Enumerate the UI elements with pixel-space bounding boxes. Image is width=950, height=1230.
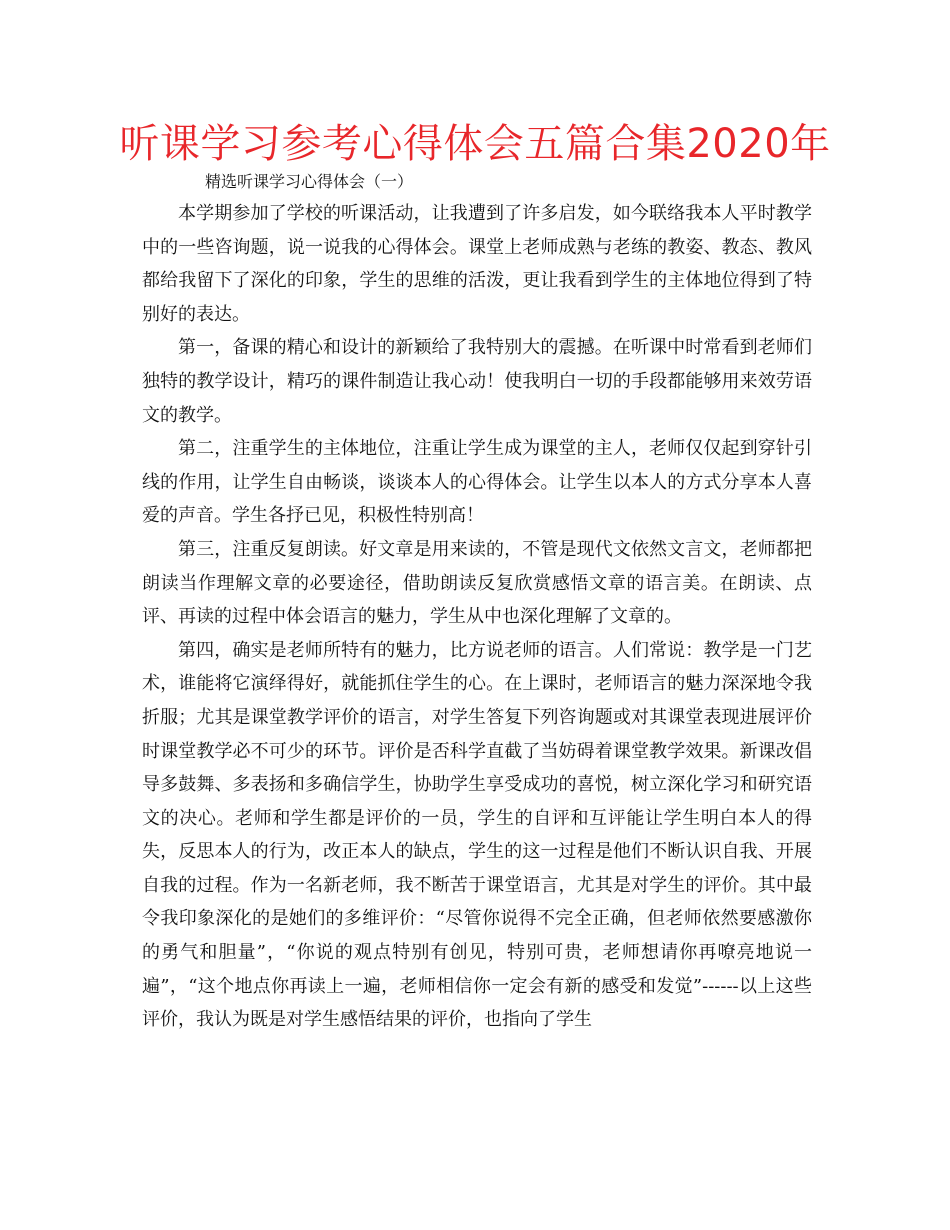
document-title: 听课学习参考心得体会五篇合集2020年: [119, 121, 831, 167]
paragraph-3: 第二，注重学生的主体地位，注重让学生成为课堂的主人，老师仅仅起到穿针引线的作用，让学生自由畅谈，谈谈本人的心得体会。让学生以本人的方式分享本人喜爱的声音。学生各抒已见，积极性特别高！: [142, 438, 812, 527]
paragraph-1: 本学期参加了学校的听课活动，让我遭到了许多启发，如今联络我本人平时教学中的一些咨询题，说一说我的心得体会。课堂上老师成熟与老练的教姿、教态、教风都给我留下了深化的印象，学生的思维的活泼，更让我看到学生的主体地位得到了特别好的表达。: [142, 203, 812, 325]
document-body: [142, 197, 812, 1037]
section-subtitle: 精选听课学习心得体会（一）: [205, 172, 414, 191]
paragraph-4: 第三，注重反复朗读。好文章是用来读的，不管是现代文依然文言文，老师都把朗读当作理解文章的必要途径，借助朗读反复欣赏感悟文章的语言美。在朗读、点评、再读的过程中体会语言的魅力，学生从中也深化理解了文章的。: [142, 538, 812, 628]
paragraph-5: 第四，确实是老师所特有的魅力，比方说老师的语言。人们常说：教学是一门艺术，谁能将它演绎得好，就能抓住学生的心。在上课时，老师语言的魅力深深地令我折服；尤其是课堂教学评价的语言，对学生答复下列咨询题或对其课堂表现进展评价时课堂教学必不可少的环节。评价是否科学直截了当妨碍着课堂教学效果。新课改倡导多鼓舞、多表扬和多确信学生，协助学生享受成功的喜悦，树立深化学习和研究语文的决心。老师和学生都是评价的一员，学生的自评和互评能让学生明白本人的得失，反思本人的行为，改正本人的缺点，学生的这一过程是他们不断认识自我、开展自我的过程。作为一名新老师，我不断苦于课堂语言，尤其是对学生的评价。其中最令我印象深化的是她们的多维评价：“尽管你说得不完全正确，但老师依然要感激你的勇气和胆量”，“你说的观点特别有创见，特别可贵，老师想请你再嘹亮地说一遍”，“这个地点你再读上一遍，老师相信你一定会有新的感受和发觉”------以上这些评价，我认为既是对学生感悟结果的评价，也指向了学生: [142, 639, 812, 1031]
paragraph-2: 第一，备课的精心和设计的新颖给了我特别大的震撼。在听课中时常看到老师们独特的教学设计，精巧的课件制造让我心动！使我明白一切的手段都能够用来效劳语文的教学。: [142, 337, 812, 426]
